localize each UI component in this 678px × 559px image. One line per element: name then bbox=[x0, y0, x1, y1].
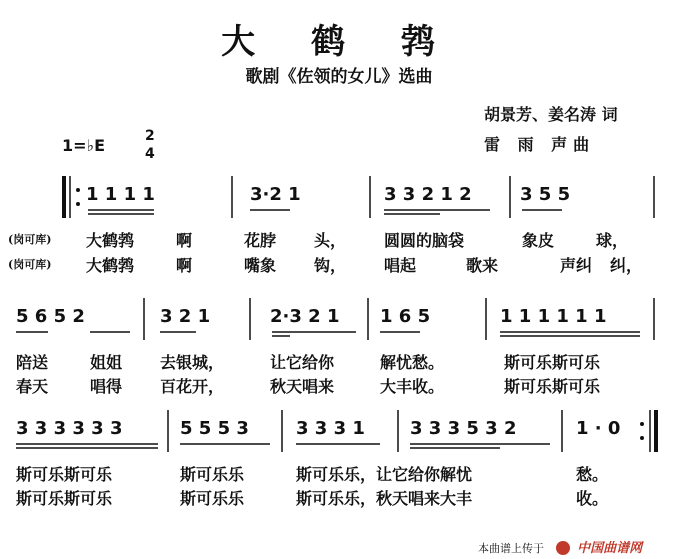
lyric-v2-4: 钩， bbox=[314, 256, 347, 275]
time-signature-top: 2 bbox=[145, 128, 155, 144]
lyric-v2-s3-4: 收。 bbox=[576, 489, 609, 508]
lyric-v1-s2-1: 陪送 bbox=[16, 353, 49, 372]
lyric-v1-s2-2: 姐姐 bbox=[90, 353, 123, 372]
measure-2: 3·2 1 bbox=[250, 184, 301, 205]
lyric-v1-5: 圆圆的脑袋 bbox=[384, 231, 465, 250]
measure-1: 1 1 1 1 bbox=[86, 184, 155, 205]
lyric-v1-1: 大鹤鹁 bbox=[86, 231, 135, 250]
lyric-v2-s2-5: 大丰收。 bbox=[380, 377, 445, 396]
lyric-v2-s2-2: 唱得 bbox=[90, 377, 123, 396]
measure-5: 5 6 5 2 bbox=[16, 306, 85, 327]
lyric-v1-s2-6: 斯可乐斯可乐 bbox=[504, 353, 601, 372]
lyric-v1-2: 啊 bbox=[176, 231, 193, 250]
logo-text: 中国曲谱网 bbox=[577, 541, 643, 556]
lyric-v1-s3-3: 斯可乐乐，让它给你解忧 bbox=[296, 465, 473, 484]
lyric-v2-s3-3: 斯可乐乐，秋天唱来大丰 bbox=[296, 489, 473, 508]
lyric-v1-s3-2: 斯可乐乐 bbox=[180, 465, 245, 484]
lyric-v1-s3-1: 斯可乐斯可乐 bbox=[16, 465, 113, 484]
lyric-v2-s2-1: 春天 bbox=[16, 377, 49, 396]
measure-13: 3 3 3 5 3 2 bbox=[410, 418, 517, 439]
lyric-v2-2: 啊 bbox=[176, 256, 193, 275]
measure-7: 2·3 2 1 bbox=[270, 306, 340, 327]
measure-14: 1 · 0 bbox=[576, 418, 621, 439]
lyric-v1-3: 花脖 bbox=[244, 231, 277, 250]
lyric-v1-s2-3: 去银城， bbox=[160, 353, 225, 372]
lyric-v2-3: 嘴象 bbox=[244, 256, 277, 275]
lyric-v2-6: 歌来 bbox=[466, 256, 499, 275]
verse1-label: (岗可库) bbox=[8, 233, 52, 246]
lyric-v2-8: 纠， bbox=[610, 256, 643, 275]
site-logo[interactable] bbox=[556, 537, 642, 556]
lyric-v2-5: 唱起 bbox=[384, 256, 417, 275]
lyric-v2-s2-6: 斯可乐斯可乐 bbox=[504, 377, 601, 396]
lyric-v1-s2-5: 解忧愁。 bbox=[380, 353, 445, 372]
composer-credit: 雷 雨 声曲 bbox=[484, 135, 596, 154]
lyric-v2-7: 声纠 bbox=[560, 256, 593, 275]
lyric-v1-7: 球， bbox=[596, 231, 629, 250]
lyric-v1-s2-4: 让它给你 bbox=[270, 353, 335, 372]
lyric-v2-1: 大鹤鹁 bbox=[86, 256, 135, 275]
measure-8: 1 6 5 bbox=[380, 306, 431, 327]
measure-9: 1 1 1 1 1 1 bbox=[500, 306, 607, 327]
lyric-v1-4: 头， bbox=[314, 231, 347, 250]
measure-4: 3 5 5 bbox=[520, 184, 571, 205]
lyricist-credit: 胡景芳、姜名涛 词 bbox=[484, 105, 618, 124]
measure-12: 3 3 3 1 bbox=[296, 418, 365, 439]
lyric-v1-s3-4: 愁。 bbox=[576, 465, 609, 484]
time-signature-bottom: 4 bbox=[145, 146, 155, 162]
lyric-v2-s2-3: 百花开， bbox=[160, 377, 225, 396]
verse2-label: (岗可库) bbox=[8, 258, 52, 271]
logo-icon bbox=[556, 541, 570, 555]
measure-3: 3 3 2 1 2 bbox=[384, 184, 472, 205]
lyric-v1-6: 象皮 bbox=[522, 231, 555, 250]
lyric-v2-s2-4: 秋天唱来 bbox=[270, 377, 335, 396]
measure-10: 3 3 3 3 3 3 bbox=[16, 418, 123, 439]
upload-note: 本曲谱上传于 bbox=[478, 542, 544, 555]
lyric-v2-s3-1: 斯可乐斯可乐 bbox=[16, 489, 113, 508]
measure-11: 5 5 5 3 bbox=[180, 418, 249, 439]
lyric-v2-s3-2: 斯可乐乐 bbox=[180, 489, 245, 508]
page-title: 大 鹤 鹁 bbox=[221, 22, 457, 62]
measure-6: 3 2 1 bbox=[160, 306, 211, 327]
key-signature: 1=♭E bbox=[62, 136, 106, 155]
subtitle: 歌剧《佐领的女儿》选曲 bbox=[245, 67, 433, 87]
